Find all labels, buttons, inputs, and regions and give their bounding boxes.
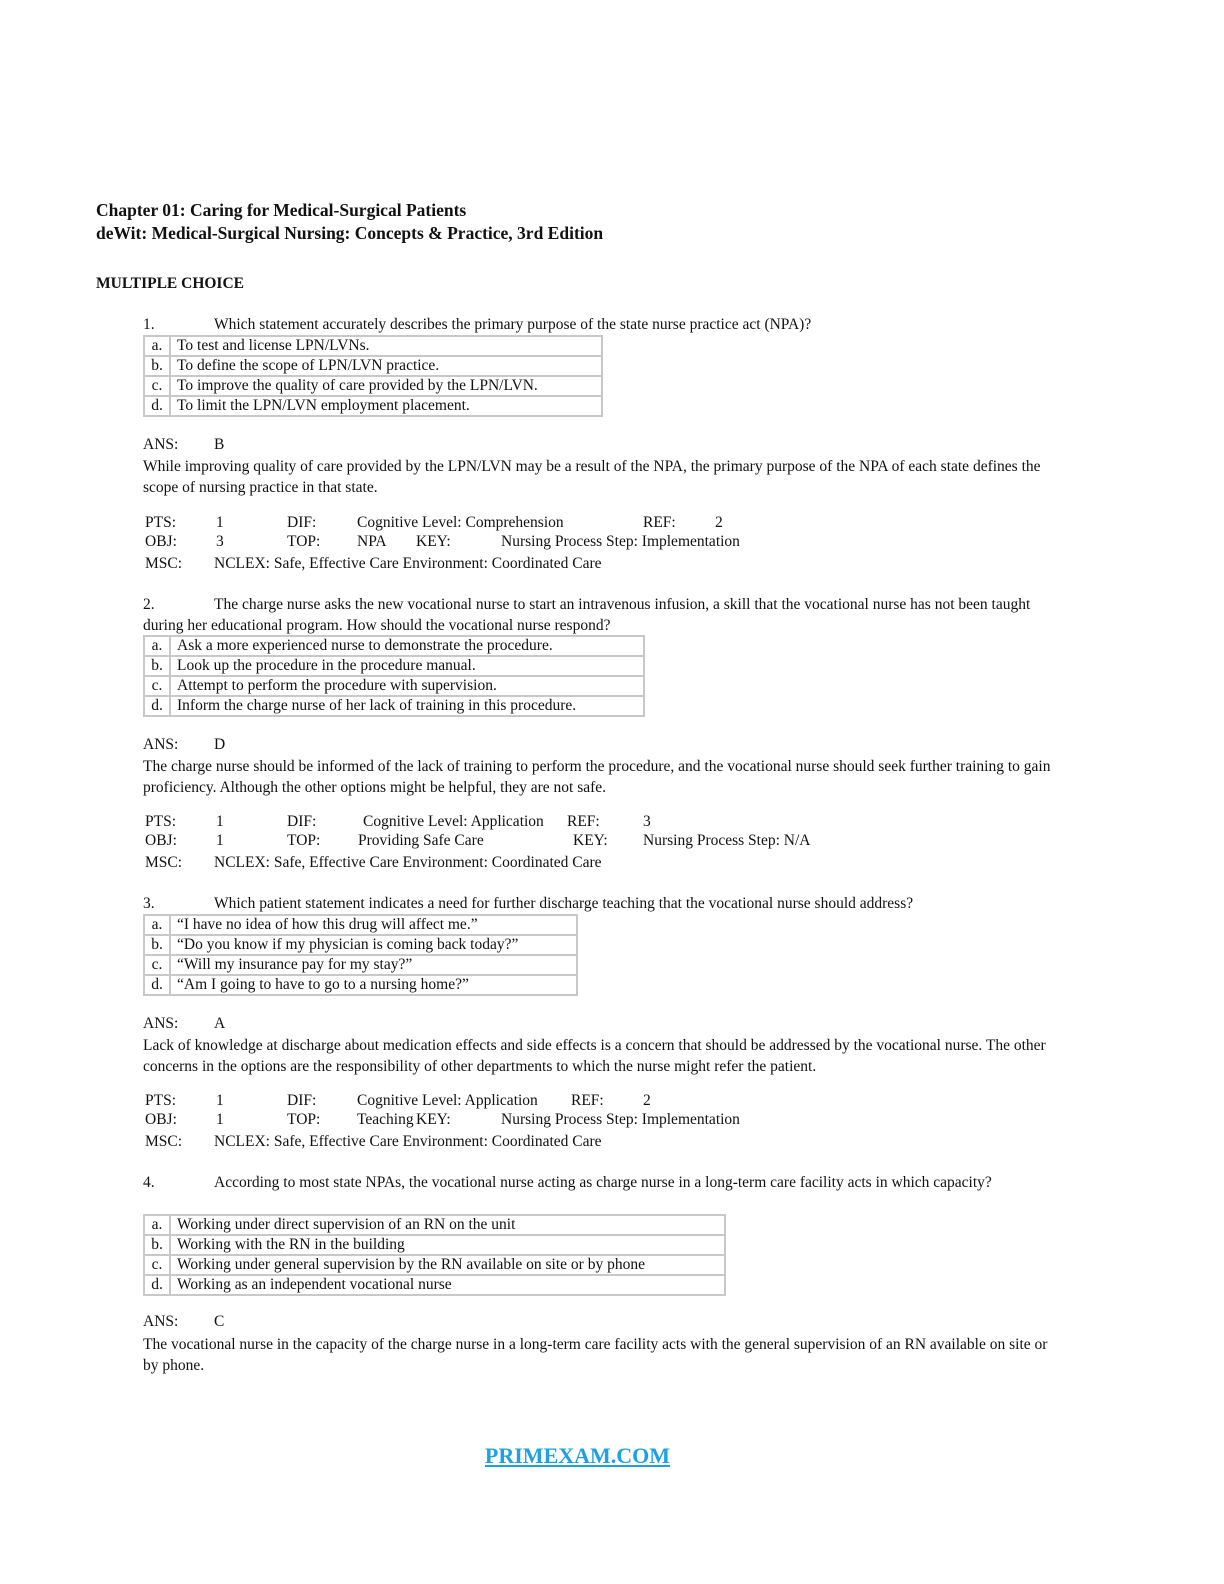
msc-value: NCLEX: Safe, Effective Care Environment: Coordinated Care <box>214 555 602 572</box>
question-text: Which statement accurately describes the primary purpose of the state nurse practice act (NPA)? <box>214 316 812 333</box>
option-letter: a. <box>144 336 170 356</box>
question-stem <box>143 594 1063 636</box>
dif-label: DIF: <box>287 1092 317 1109</box>
option-row-c <box>144 955 577 975</box>
question-number: 2. <box>143 596 155 613</box>
option-letter: b. <box>144 935 170 955</box>
key-label: KEY: <box>416 533 451 550</box>
options-table <box>143 914 578 996</box>
top-value: Providing Safe Care <box>358 832 484 849</box>
options-table <box>143 635 645 717</box>
answer-label: ANS: <box>143 1313 179 1330</box>
key-label: KEY: <box>416 1111 451 1128</box>
option-letter: c. <box>144 376 170 396</box>
option-letter: d. <box>144 1275 170 1295</box>
question-text: The charge nurse asks the new vocational nurse to start an intravenous infusion, a skill that the vocational nurse has not been taught during her educational program. How should the vocational nurse respond? <box>143 596 1031 634</box>
obj-label: OBJ: <box>145 1111 177 1128</box>
dif-value: Cognitive Level: Application <box>363 813 544 830</box>
msc-label: MSC: <box>145 1133 183 1150</box>
obj-value: 1 <box>216 1111 224 1128</box>
key-value: Nursing Process Step: N/A <box>643 832 811 849</box>
answer-value: C <box>214 1313 225 1330</box>
rationale: Lack of knowledge at discharge about medication effects and side effects is a concern that should be addressed by the vocational nurse. The other concerns in the options are the responsibility of other departments to which the nurse might refer the patient. <box>143 1037 1046 1075</box>
top-label: TOP: <box>287 1111 321 1128</box>
obj-label: OBJ: <box>145 832 177 849</box>
option-row-d <box>144 975 577 995</box>
top-value: Teaching <box>357 1111 414 1128</box>
option-text: Inform the charge nurse of her lack of training in this procedure. <box>170 696 644 716</box>
option-letter: d. <box>144 696 170 716</box>
ref-value: 3 <box>643 813 651 830</box>
question-number: 4. <box>143 1174 155 1191</box>
question-number: 1. <box>143 316 155 333</box>
ref-value: 2 <box>643 1092 651 1109</box>
chapter-title: Chapter 01: Caring for Medical-Surgical Patients <box>96 200 467 220</box>
answer-value: D <box>214 736 226 753</box>
option-row-d <box>144 1275 725 1295</box>
dif-label: DIF: <box>287 514 317 531</box>
option-row-a <box>144 636 644 656</box>
answer-label: ANS: <box>143 736 179 753</box>
pts-label: PTS: <box>145 813 177 830</box>
option-letter: d. <box>144 975 170 995</box>
option-text: Attempt to perform the procedure with supervision. <box>170 676 644 696</box>
question-stem <box>143 893 1063 914</box>
question-number: 3. <box>143 895 155 912</box>
pts-label: PTS: <box>145 1092 177 1109</box>
key-label: KEY: <box>573 832 608 849</box>
rationale: The charge nurse should be informed of the lack of training to perform the procedure, and the vocational nurse should seek further training to gain proficiency. Although the other options might be helpful, they are not safe. <box>143 758 1051 796</box>
option-letter: c. <box>144 955 170 975</box>
pts-value: 1 <box>216 1092 224 1109</box>
pts-value: 1 <box>216 813 224 830</box>
option-text: To limit the LPN/LVN employment placement. <box>170 396 602 416</box>
pts-value: 1 <box>216 514 224 531</box>
msc-label: MSC: <box>145 854 183 871</box>
option-text: Look up the procedure in the procedure manual. <box>170 656 644 676</box>
primexam-link[interactable]: PRIMEXAM.COM <box>484 1443 671 1468</box>
option-text: Working under direct supervision of an RN on the unit <box>170 1215 725 1235</box>
option-text: “Will my insurance pay for my stay?” <box>170 955 577 975</box>
option-row-a <box>144 1215 725 1235</box>
top-value: NPA <box>357 533 387 550</box>
question-text: According to most state NPAs, the vocational nurse acting as charge nurse in a long-term care facility acts in which capacity? <box>214 1174 992 1191</box>
option-text: To improve the quality of care provided by the LPN/LVN. <box>170 376 602 396</box>
option-letter: b. <box>144 1235 170 1255</box>
key-value: Nursing Process Step: Implementation <box>501 1111 740 1128</box>
option-text: “Am I going to have to go to a nursing home?” <box>170 975 577 995</box>
ref-value: 2 <box>715 514 723 531</box>
key-value: Nursing Process Step: Implementation <box>501 533 740 550</box>
option-row-c <box>144 1255 725 1275</box>
section-heading: MULTIPLE CHOICE <box>96 275 244 292</box>
book-title: deWit: Medical-Surgical Nursing: Concepts & Practice, 3rd Edition <box>96 223 604 243</box>
answer-label: ANS: <box>143 1015 179 1032</box>
rationale: The vocational nurse in the capacity of the charge nurse in a long-term care facility acts with the general supervision of an RN available on site or by phone. <box>143 1336 1048 1374</box>
pts-label: PTS: <box>145 514 177 531</box>
question-text: Which patient statement indicates a need for further discharge teaching that the vocational nurse should address? <box>214 895 914 912</box>
question-stem <box>143 1172 1063 1193</box>
option-letter: a. <box>144 1215 170 1235</box>
obj-value: 1 <box>216 832 224 849</box>
msc-value: NCLEX: Safe, Effective Care Environment: Coordinated Care <box>214 1133 602 1150</box>
ref-label: REF: <box>643 514 676 531</box>
option-letter: a. <box>144 636 170 656</box>
msc-label: MSC: <box>145 555 183 572</box>
option-row-c <box>144 376 602 396</box>
option-text: Working under general supervision by the RN available on site or by phone <box>170 1255 725 1275</box>
ref-label: REF: <box>567 813 600 830</box>
obj-label: OBJ: <box>145 533 177 550</box>
option-text: Working with the RN in the building <box>170 1235 725 1255</box>
option-text: Working as an independent vocational nurse <box>170 1275 725 1295</box>
option-row-c <box>144 676 644 696</box>
option-row-b <box>144 356 602 376</box>
answer-value: A <box>214 1015 226 1032</box>
option-text: “Do you know if my physician is coming back today?” <box>170 935 577 955</box>
dif-label: DIF: <box>287 813 317 830</box>
option-text: Ask a more experienced nurse to demonstrate the procedure. <box>170 636 644 656</box>
rationale: While improving quality of care provided by the LPN/LVN may be a result of the NPA, the primary purpose of the NPA of each state defines the scope of nursing practice in that state. <box>143 458 1041 496</box>
option-letter: b. <box>144 356 170 376</box>
option-text: To test and license LPN/LVNs. <box>170 336 602 356</box>
obj-value: 3 <box>216 533 224 550</box>
options-table <box>143 1214 726 1296</box>
option-text: To define the scope of LPN/LVN practice. <box>170 356 602 376</box>
option-row-b <box>144 656 644 676</box>
question-stem <box>143 314 1063 335</box>
option-row-b <box>144 935 577 955</box>
answer-value: B <box>214 436 225 453</box>
option-row-a <box>144 336 602 356</box>
top-label: TOP: <box>287 832 321 849</box>
option-letter: c. <box>144 1255 170 1275</box>
dif-value: Cognitive Level: Comprehension <box>357 514 564 531</box>
top-label: TOP: <box>287 533 321 550</box>
option-text: “I have no idea of how this drug will affect me.” <box>170 915 577 935</box>
option-row-d <box>144 396 602 416</box>
option-letter: c. <box>144 676 170 696</box>
options-table <box>143 335 603 417</box>
dif-value: Cognitive Level: Application <box>357 1092 538 1109</box>
option-letter: b. <box>144 656 170 676</box>
msc-value: NCLEX: Safe, Effective Care Environment: Coordinated Care <box>214 854 602 871</box>
answer-label: ANS: <box>143 436 179 453</box>
option-row-b <box>144 1235 725 1255</box>
option-row-d <box>144 696 644 716</box>
ref-label: REF: <box>571 1092 604 1109</box>
option-row-a <box>144 915 577 935</box>
option-letter: d. <box>144 396 170 416</box>
option-letter: a. <box>144 915 170 935</box>
